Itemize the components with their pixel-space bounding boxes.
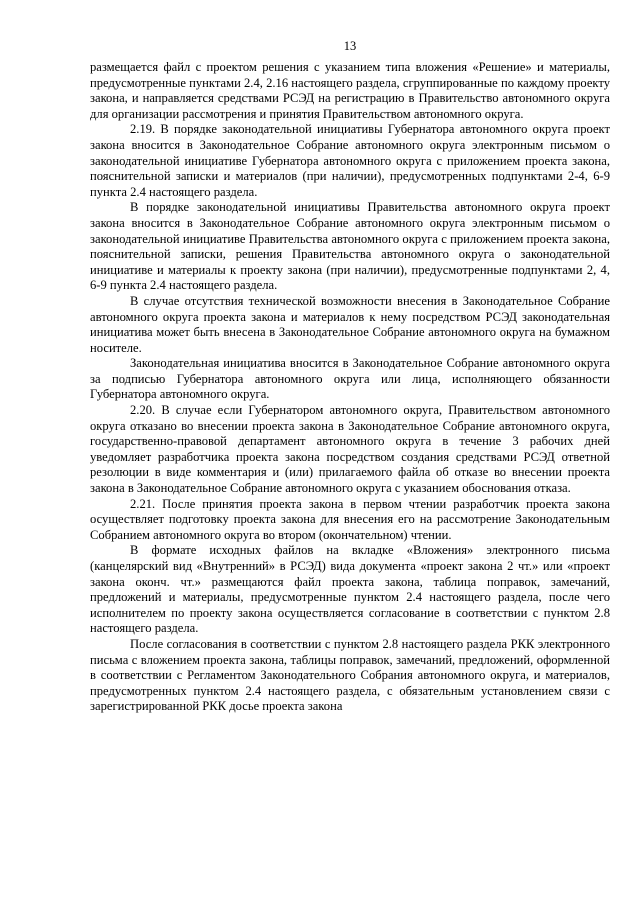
paragraph-2: 2.19. В порядке законодательной инициативы Губернатора автономного округа проект закона вносится в Законодательное Собрание автономного округа электронным письмом о законодательной инициативе Губернатора автономного округа с приложением проекта закона, пояснительной записки и материалов (при наличии), предусмотренных подпунктами 2-4, 6-9 пункта 2.4 настоящего раздела. bbox=[90, 122, 610, 199]
paragraph-6: 2.20. В случае если Губернатором автономного округа, Правительством автономного округа отказано во внесении проекта закона в Законодательное Собрание автономного округа, государственно-правовой департамент автономного округа в течение 3 рабочих дней уведомляет разработчика проекта закона посредством создания средствами РСЭД ответной резолюции в виде комментария и (или) прилагаемого файла об отказе во внесении проекта закона в Законодательное Собрание автономного округа с указанием обоснования отказа. bbox=[90, 403, 610, 496]
paragraph-3: В порядке законодательной инициативы Правительства автономного округа проект закона вносится в Законодательное Собрание автономного округа электронным письмом о законодательной инициативе Правительства автономного округа с приложением проекта закона, пояснительной записки, решения Правительства автономного округа о законодательной инициативе и материалы к проекту закона (при наличии), предусмотренные подпунктами 2, 4, 6-9 пункта 2.4 настоящего раздела. bbox=[90, 200, 610, 293]
paragraph-4: В случае отсутствия технической возможности внесения в Законодательное Собрание автономного округа проекта закона и материалов к нему посредством РСЭД законодательная инициатива может быть внесена в Законодательное Собрание автономного округа на бумажном носителе. bbox=[90, 293, 610, 355]
page-number: 13 bbox=[343, 39, 357, 53]
paragraph-7: 2.21. После принятия проекта закона в первом чтении разработчик проекта закона осуществляет подготовку проекта закона для внесения его на рассмотрение Законодательным Собранием автономного округа во втором (окончательном) чтении. bbox=[90, 496, 610, 542]
paragraph-9: После согласования в соответствии с пунктом 2.8 настоящего раздела РКК электронного письма с вложением проекта закона, таблицы поправок, замечаний, предложений, оформленной в соответствии с Регламентом Законодательного Собрания автономного округа, и материалов, предусмотренных пунктом 2.4 настоящего раздела, с обязательным установлением связи с зарегистрированной РКК досье проекта закона bbox=[90, 636, 610, 714]
paragraph-1: размещается файл с проектом решения с указанием типа вложения «Решение» и материалы, предусмотренные пунктами 2.4, 2.16 настоящего раздела, сгруппированные по каждому проекту закона, и направляется средствами РСЭД на регистрацию в Правительство автономного округа для организации рассмотрения и принятия Правительством автономного округа. bbox=[90, 60, 610, 121]
paragraph-5: Законодательная инициатива вносится в Законодательное Собрание автономного округа за подписью Губернатора автономного округа или лица, исполняющего обязанности Губернатора автономного округа. bbox=[90, 356, 610, 402]
document-body bbox=[90, 60, 610, 715]
paragraph-8: В формате исходных файлов на вкладке «Вложения» электронного письма (канцелярский вид «Внутренний» в РСЭД) вида документа «проект закона 2 чт.» или «проект закона оконч. чт.» размещаются файл проекта закона, таблица поправок, замечаний, предложений и материалы, предусмотренные пунктом 2.4 настоящего раздела, после чего исполнителем по проекту закона осуществляется согласование в соответствии с пунктом 2.8 настоящего раздела. bbox=[90, 543, 610, 636]
